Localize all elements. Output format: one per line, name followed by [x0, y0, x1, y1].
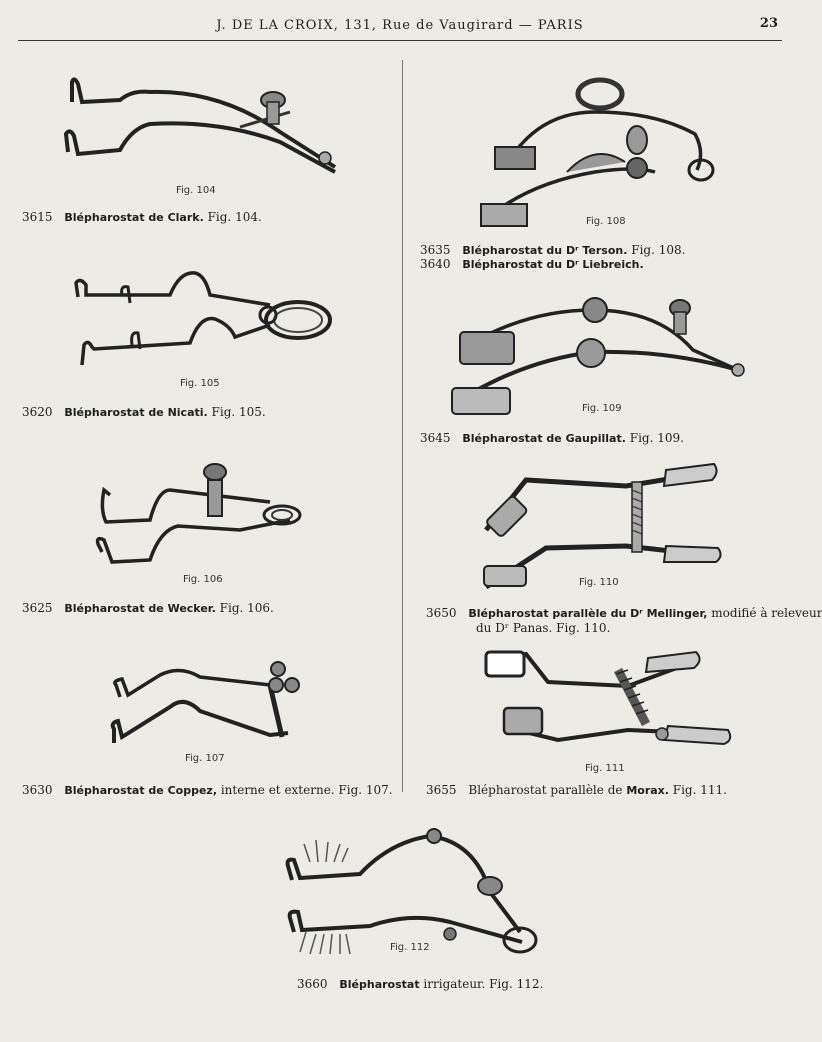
- figure-104-illustration: [60, 72, 340, 182]
- figure-110-label: Fig. 110: [579, 577, 619, 588]
- item-number: 3660: [297, 977, 328, 991]
- header-title: J. DE LA CROIX, 131, Rue de Vaugirard — PARIS: [216, 18, 584, 33]
- figure-106-label: Fig. 106: [183, 574, 223, 585]
- figure-107-illustration: [100, 655, 310, 750]
- item-name: Blépharostat du Dʳ Terson.: [462, 244, 628, 257]
- item-name-bold: Morax.: [626, 784, 669, 797]
- item-name: Blépharostat de Gaupillat.: [462, 432, 626, 445]
- caption-3640: [420, 256, 644, 273]
- column-divider: [402, 60, 403, 792]
- item-fig-ref: Fig. 104.: [207, 210, 262, 224]
- item-name: Blépharostat parallèle de: [468, 783, 623, 797]
- figure-110-illustration: [476, 462, 721, 592]
- item-name: Blépharostat de Nicati.: [64, 406, 208, 419]
- figure-111-illustration: [478, 648, 738, 760]
- item-fig-ref: Fig. 105.: [211, 405, 266, 419]
- figure-108-label: Fig. 108: [586, 216, 626, 227]
- caption-3630: [22, 782, 393, 799]
- item-rest: interne et externe. Fig. 107.: [220, 783, 393, 797]
- item-name: Blépharostat de Coppez,: [64, 784, 217, 797]
- item-fig-ref: Fig. 108.: [631, 243, 686, 257]
- item-number: 3640: [420, 257, 451, 271]
- item-continuation: du Dʳ Panas. Fig. 110.: [476, 621, 611, 635]
- caption-3660: [297, 976, 543, 993]
- caption-3620: [22, 404, 266, 421]
- item-number: 3625: [22, 601, 53, 615]
- item-number: 3615: [22, 210, 53, 224]
- caption-3625: [22, 600, 274, 617]
- page-header: [18, 12, 782, 41]
- item-number: 3620: [22, 405, 53, 419]
- figure-105-label: Fig. 105: [180, 378, 220, 389]
- item-name: Blépharostat de Wecker.: [64, 602, 216, 615]
- item-name: Blépharostat parallèle du Dʳ Mellinger,: [468, 607, 708, 620]
- figure-109-illustration: [448, 290, 753, 415]
- caption-3615: [22, 209, 262, 226]
- figure-107-label: Fig. 107: [185, 753, 225, 764]
- item-fig-ref: Fig. 111.: [672, 783, 727, 797]
- figure-112-label: Fig. 112: [390, 942, 430, 953]
- figure-108-illustration: [475, 72, 725, 232]
- item-rest: irrigateur. Fig. 112.: [423, 977, 544, 991]
- item-number: 3655: [426, 783, 457, 797]
- caption-3645: [420, 430, 684, 447]
- item-fig-ref: Fig. 106.: [219, 601, 274, 615]
- item-name: Blépharostat: [339, 978, 420, 991]
- item-rest: modifié à releveur: [711, 606, 822, 620]
- item-number: 3650: [426, 606, 457, 620]
- figure-106-illustration: [90, 460, 310, 570]
- item-name: Blépharostat de Clark.: [64, 211, 204, 224]
- figure-104-label: Fig. 104: [176, 185, 216, 196]
- item-number: 3630: [22, 783, 53, 797]
- figure-111-label: Fig. 111: [585, 763, 625, 774]
- figure-109-label: Fig. 109: [582, 403, 622, 414]
- item-number: 3645: [420, 431, 451, 445]
- caption-3650-line2: [476, 620, 610, 636]
- item-number: 3635: [420, 243, 451, 257]
- page-number: 23: [759, 16, 778, 31]
- item-fig-ref: Fig. 109.: [629, 431, 684, 445]
- figure-105-illustration: [70, 265, 335, 370]
- item-name: Blépharostat du Dʳ Liebreich.: [462, 258, 644, 271]
- caption-3655: [426, 782, 727, 799]
